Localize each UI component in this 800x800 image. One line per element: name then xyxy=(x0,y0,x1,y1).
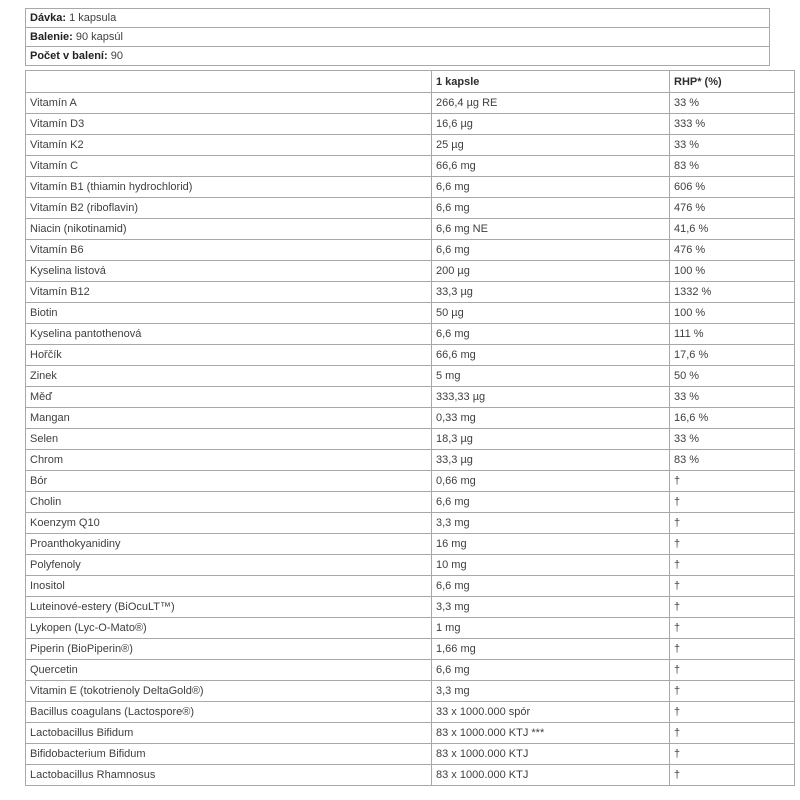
nutrient-rhp-cell: † xyxy=(670,702,795,723)
nutrient-rhp-cell: 333 % xyxy=(670,114,795,135)
nutrient-amount-cell: 3,3 mg xyxy=(432,597,670,618)
nutrient-name-cell: Mangan xyxy=(26,408,432,429)
nutrient-name-cell: Proanthokyanidiny xyxy=(26,534,432,555)
nutrient-rhp-cell: 33 % xyxy=(670,93,795,114)
nutrient-amount-cell: 6,6 mg xyxy=(432,576,670,597)
nutrient-rhp-cell: † xyxy=(670,555,795,576)
nutrient-name-cell: Lykopen (Lyc-O-Mato®) xyxy=(26,618,432,639)
header-row xyxy=(26,71,795,93)
nutrient-rhp-cell: 606 % xyxy=(670,177,795,198)
nutrient-name-cell: Lactobacillus Rhamnosus xyxy=(26,765,432,786)
nutrient-rhp-cell: 50 % xyxy=(670,366,795,387)
table-row xyxy=(26,429,795,450)
nutrient-rhp-cell: 33 % xyxy=(670,429,795,450)
nutrient-rhp-cell: † xyxy=(670,492,795,513)
nutrient-name-cell: Vitamín B6 xyxy=(26,240,432,261)
header-rhp-column: RHP* (%) xyxy=(670,71,795,93)
nutrient-amount-cell: 10 mg xyxy=(432,555,670,576)
nutrient-name-cell: Polyfenoly xyxy=(26,555,432,576)
info-cell xyxy=(26,28,770,47)
info-value: 90 xyxy=(107,50,123,62)
table-row xyxy=(26,618,795,639)
nutrient-amount-cell: 6,6 mg xyxy=(432,324,670,345)
nutrient-amount-cell: 18,3 µg xyxy=(432,429,670,450)
nutrient-amount-cell: 6,6 mg xyxy=(432,198,670,219)
nutrient-amount-cell: 200 µg xyxy=(432,261,670,282)
nutrient-name-cell: Piperin (BioPiperin®) xyxy=(26,639,432,660)
table-row xyxy=(26,555,795,576)
nutrient-name-cell: Vitamín K2 xyxy=(26,135,432,156)
nutrient-rhp-cell: † xyxy=(670,471,795,492)
table-row xyxy=(26,450,795,471)
info-label: Počet v balení: xyxy=(30,50,108,62)
nutrient-amount-cell: 0,33 mg xyxy=(432,408,670,429)
nutrient-rhp-cell: 476 % xyxy=(670,198,795,219)
nutrient-amount-cell: 266,4 µg RE xyxy=(432,93,670,114)
table-row xyxy=(26,765,795,786)
table-row xyxy=(26,513,795,534)
nutrient-rhp-cell: 83 % xyxy=(670,156,795,177)
table-row xyxy=(26,156,795,177)
table-row xyxy=(26,93,795,114)
nutrient-rhp-cell: † xyxy=(670,513,795,534)
nutrient-rhp-cell: 100 % xyxy=(670,261,795,282)
nutrient-name-cell: Koenzym Q10 xyxy=(26,513,432,534)
nutrient-amount-cell: 83 x 1000.000 KTJ xyxy=(432,744,670,765)
nutrient-amount-cell: 83 x 1000.000 KTJ *** xyxy=(432,723,670,744)
nutrient-amount-cell: 16 mg xyxy=(432,534,670,555)
nutrient-rhp-cell: 1332 % xyxy=(670,282,795,303)
table-row xyxy=(26,303,795,324)
nutrient-amount-cell: 83 x 1000.000 KTJ xyxy=(432,765,670,786)
info-cell xyxy=(26,9,770,28)
table-row xyxy=(26,723,795,744)
nutrient-rhp-cell: † xyxy=(670,639,795,660)
table-row xyxy=(26,597,795,618)
nutrient-amount-cell: 3,3 mg xyxy=(432,681,670,702)
nutrient-amount-cell: 6,6 mg NE xyxy=(432,219,670,240)
nutrient-name-cell: Vitamín D3 xyxy=(26,114,432,135)
nutrient-amount-cell: 5 mg xyxy=(432,366,670,387)
nutrient-amount-cell: 6,6 mg xyxy=(432,492,670,513)
header-nutrient-column xyxy=(26,71,432,93)
nutrient-name-cell: Měď xyxy=(26,387,432,408)
nutrient-rhp-cell: 33 % xyxy=(670,135,795,156)
nutrient-rhp-cell: † xyxy=(670,723,795,744)
nutrient-name-cell: Kyselina listová xyxy=(26,261,432,282)
nutrient-name-cell: Luteinové-estery (BiOcuLT™) xyxy=(26,597,432,618)
nutrient-rhp-cell: † xyxy=(670,576,795,597)
nutrient-name-cell: Vitamin E (tokotrienoly DeltaGold®) xyxy=(26,681,432,702)
nutrition-table xyxy=(25,70,795,786)
nutrient-amount-cell: 33,3 µg xyxy=(432,282,670,303)
table-row xyxy=(26,114,795,135)
table-row xyxy=(26,681,795,702)
nutrient-amount-cell: 3,3 mg xyxy=(432,513,670,534)
info-row xyxy=(26,28,770,47)
nutrient-amount-cell: 1,66 mg xyxy=(432,639,670,660)
dose-info-table xyxy=(25,8,770,66)
nutrient-name-cell: Vitamín A xyxy=(26,93,432,114)
nutrient-amount-cell: 0,66 mg xyxy=(432,471,670,492)
nutrient-amount-cell: 1 mg xyxy=(432,618,670,639)
info-label: Dávka: xyxy=(30,12,67,24)
dose-info-body xyxy=(26,9,770,66)
nutrient-amount-cell: 25 µg xyxy=(432,135,670,156)
nutrient-amount-cell: 66,6 mg xyxy=(432,156,670,177)
nutrient-amount-cell: 333,33 µg xyxy=(432,387,670,408)
nutrient-rhp-cell: 83 % xyxy=(670,450,795,471)
nutrient-name-cell: Niacin (nikotinamid) xyxy=(26,219,432,240)
nutrient-name-cell: Kyselina pantothenová xyxy=(26,324,432,345)
nutrient-rhp-cell: † xyxy=(670,534,795,555)
header-per-capsule-column: 1 kapsle xyxy=(432,71,670,93)
table-row xyxy=(26,177,795,198)
nutrient-amount-cell: 6,6 mg xyxy=(432,177,670,198)
nutrient-name-cell: Vitamín B2 (riboflavin) xyxy=(26,198,432,219)
nutrient-name-cell: Cholin xyxy=(26,492,432,513)
table-row xyxy=(26,576,795,597)
nutrient-name-cell: Chrom xyxy=(26,450,432,471)
nutrient-name-cell: Zinek xyxy=(26,366,432,387)
nutrient-amount-cell: 66,6 mg xyxy=(432,345,670,366)
info-value: 90 kapsúl xyxy=(72,31,123,43)
nutrient-rhp-cell: 111 % xyxy=(670,324,795,345)
table-row xyxy=(26,219,795,240)
nutrient-name-cell: Vitamín C xyxy=(26,156,432,177)
table-row xyxy=(26,282,795,303)
info-row xyxy=(26,9,770,28)
nutrient-rhp-cell: † xyxy=(670,765,795,786)
nutrient-name-cell: Quercetin xyxy=(26,660,432,681)
table-row xyxy=(26,639,795,660)
nutrient-name-cell: Lactobacillus Bifidum xyxy=(26,723,432,744)
table-row xyxy=(26,702,795,723)
nutrient-name-cell: Selen xyxy=(26,429,432,450)
nutrient-amount-cell: 6,6 mg xyxy=(432,660,670,681)
table-row xyxy=(26,324,795,345)
table-row xyxy=(26,387,795,408)
table-row xyxy=(26,345,795,366)
nutrient-amount-cell: 33 x 1000.000 spór xyxy=(432,702,670,723)
table-row xyxy=(26,408,795,429)
nutrient-rhp-cell: † xyxy=(670,618,795,639)
nutrient-name-cell: Inositol xyxy=(26,576,432,597)
info-value: 1 kapsula xyxy=(66,12,117,24)
table-row xyxy=(26,492,795,513)
nutrition-table-head xyxy=(26,71,795,93)
table-row xyxy=(26,660,795,681)
nutrient-rhp-cell: † xyxy=(670,660,795,681)
nutrient-rhp-cell: 17,6 % xyxy=(670,345,795,366)
nutrient-name-cell: Bór xyxy=(26,471,432,492)
nutrient-amount-cell: 50 µg xyxy=(432,303,670,324)
info-cell xyxy=(26,47,770,66)
nutrient-amount-cell: 33,3 µg xyxy=(432,450,670,471)
nutrient-rhp-cell: 41,6 % xyxy=(670,219,795,240)
table-row xyxy=(26,744,795,765)
table-row xyxy=(26,198,795,219)
info-label: Balenie: xyxy=(30,31,73,43)
table-row xyxy=(26,534,795,555)
nutrient-name-cell: Vitamín B1 (thiamin hydrochlorid) xyxy=(26,177,432,198)
table-row xyxy=(26,240,795,261)
info-row xyxy=(26,47,770,66)
nutrient-name-cell: Bacillus coagulans (Lactospore®) xyxy=(26,702,432,723)
nutrient-name-cell: Biotin xyxy=(26,303,432,324)
nutrient-name-cell: Bifidobacterium Bifidum xyxy=(26,744,432,765)
table-row xyxy=(26,366,795,387)
table-row xyxy=(26,471,795,492)
nutrient-rhp-cell: † xyxy=(670,597,795,618)
nutrient-rhp-cell: 100 % xyxy=(670,303,795,324)
nutrient-rhp-cell: 476 % xyxy=(670,240,795,261)
nutrition-table-body xyxy=(26,93,795,786)
nutrient-name-cell: Vitamín B12 xyxy=(26,282,432,303)
table-row xyxy=(26,135,795,156)
nutrient-amount-cell: 16,6 µg xyxy=(432,114,670,135)
nutrient-rhp-cell: † xyxy=(670,744,795,765)
nutrient-amount-cell: 6,6 mg xyxy=(432,240,670,261)
nutrient-rhp-cell: † xyxy=(670,681,795,702)
table-row xyxy=(26,261,795,282)
nutrient-rhp-cell: 16,6 % xyxy=(670,408,795,429)
nutrient-rhp-cell: 33 % xyxy=(670,387,795,408)
nutrient-name-cell: Hořčík xyxy=(26,345,432,366)
